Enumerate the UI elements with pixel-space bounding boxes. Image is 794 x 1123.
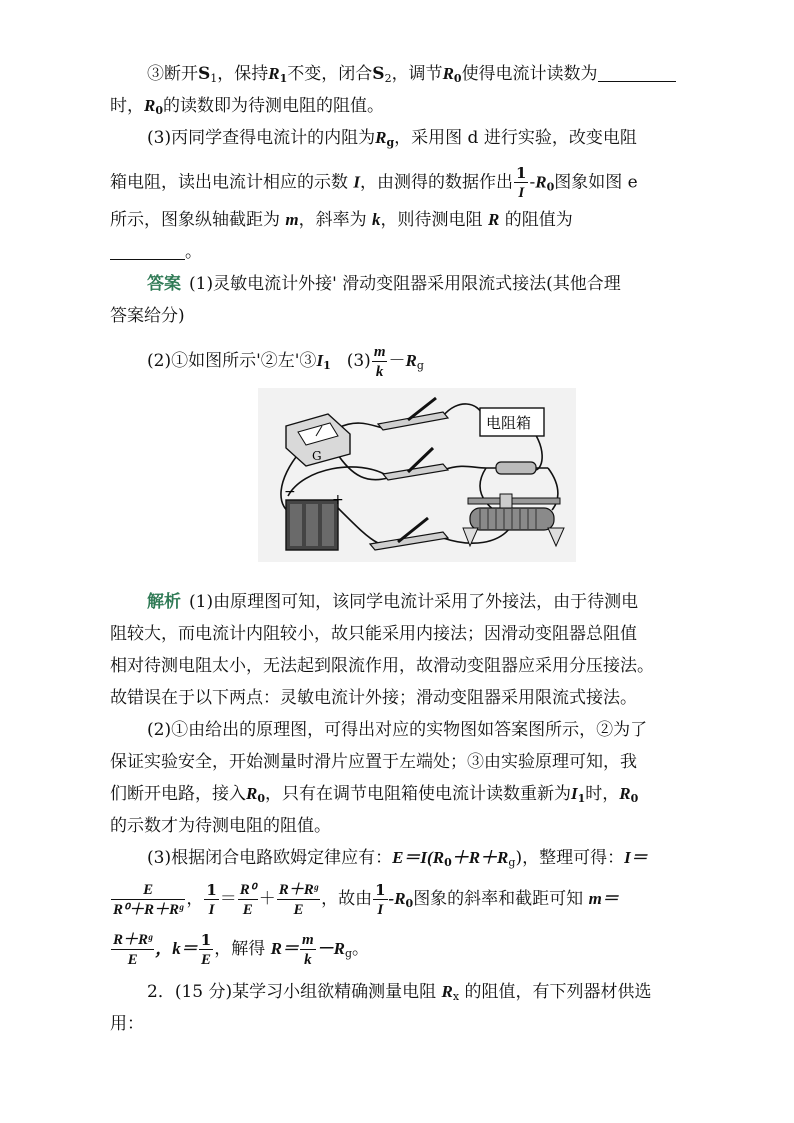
fraction: $\frac{\text{R⁰}}{E}$	[239, 882, 256, 918]
analysis-p2-line1: (2)①由给出的原理图，可得出对应的实物图如答案图所示，②为了	[147, 720, 648, 740]
answer-blank	[110, 243, 185, 260]
q3-step-line1: ③断开$S_1$，保持$R_1$不变，闭合$S_2$，调节$R_0$使得电流计读数为	[147, 62, 727, 91]
q3-line4: 。	[110, 240, 690, 264]
fraction: $\frac{m}{k}$	[301, 932, 314, 968]
fraction: $\frac{1}{I}$	[516, 164, 527, 201]
analysis-p2-line3: 们断开电路，接入$R_0$，只有在调节电阻箱使电流计读数重新为$I_1$时，$R_0$	[110, 784, 639, 805]
fraction: $\frac{1}{E}$	[200, 930, 212, 968]
battery-plus-label: +	[332, 492, 344, 508]
fraction: $\frac{1}{I}$	[206, 880, 217, 918]
fraction: $\frac{m}{k}$	[373, 344, 386, 380]
analysis-tag: 解析	[147, 592, 181, 612]
analysis-p1-line1: 解析 (1)由原理图可知，该同学电流计采用了外接法，由于待测电	[147, 592, 639, 612]
analysis-p3-line1: (3)根据闭合电路欧姆定律应有：$E=I(R_0+R+R_g)$，整理可得：I＝	[147, 848, 648, 869]
answer-line2: 答案给分)	[110, 306, 185, 326]
fraction: $\frac{\text{R＋Rᵍ}}{E}$	[113, 932, 153, 968]
q2-line2: 用：	[110, 1014, 144, 1034]
fraction: $\frac{E}{\text{R⁰＋R＋Rᵍ}}$	[113, 882, 184, 918]
fraction: $\frac{\text{R＋Rᵍ}}{E}$	[278, 882, 319, 918]
circuit-figure	[258, 388, 576, 562]
resistance-box	[480, 408, 544, 436]
q3-line1: (3)丙同学查得电流计的内阻为$R_g$，采用图 d 进行实验，改变电阻	[147, 128, 637, 149]
battery-minus-label: −	[284, 484, 296, 500]
analysis-p1-line3: 相对待测电阻太小，无法起到限流作用，故滑动变阻器应采用分压接法。	[110, 656, 654, 676]
analysis-p3-line3: $\frac{\text{R＋Rᵍ}}{E}$ ，k＝ $\frac{1}{E}$ ，解得 R＝ $\frac{m}{k}$ $-R_g$。	[113, 930, 370, 968]
q3-line2: 箱电阻，读出电流计相应的示数 I，由测得的数据作出 $\frac{1}{I}$ $-R_0$图象如图 e	[110, 164, 638, 201]
q3-step-line2: 时，$R_0$的读数即为待测电阻的阻值。	[110, 96, 384, 117]
q2-line1: 2．(15 分)某学习小组欲精确测量电阻 $R_x$ 的阻值，有下列器材供选	[147, 982, 652, 1003]
q3-line3: 所示，图象纵轴截距为 m，斜率为 k，则待测电阻 R 的阻值为	[110, 210, 573, 230]
analysis-p1-line4: 故错误在于以下两点：灵敏电流计外接；滑动变阻器采用限流式接法。	[110, 688, 637, 708]
analysis-p2-line4: 的示数才为待测电阻的阻值。	[110, 816, 331, 836]
analysis-p3-line2: $\frac{E}{\text{R⁰＋R＋Rᵍ}}$ ， $\frac{1}{I}$ ＝ $\frac{\text{R⁰}}{E}$ ＋ $\frac{\text{R＋Rᵍ}}{E}$ ，故由 $\frac{1}{I}$ $-R_0$图象的斜率和截距可知 m＝	[113, 880, 619, 918]
fraction: $\frac{1}{I}$	[375, 880, 386, 918]
answer-line1: 答案 (1)灵敏电流计外接' 滑动变阻器采用限流式接法(其他合理	[147, 274, 621, 294]
analysis-p2-line2: 保证实验安全，开始测量时滑片应置于左端处；③由实验原理可知，我	[110, 752, 637, 772]
answer-blank	[598, 65, 676, 82]
answer-tag: 答案	[147, 274, 181, 294]
answer-line3: (2)①如图所示'②左'$③I_1$ (3) $\frac{m}{k}$ $-R_g$	[147, 344, 424, 380]
galvanometer-label: G	[312, 449, 322, 463]
resistance-box-label: 电阻箱	[486, 414, 532, 432]
analysis-p1-line2: 阻较大，而电流计内阻较小，故只能采用内接法；因滑动变阻器总阻值	[110, 624, 637, 644]
